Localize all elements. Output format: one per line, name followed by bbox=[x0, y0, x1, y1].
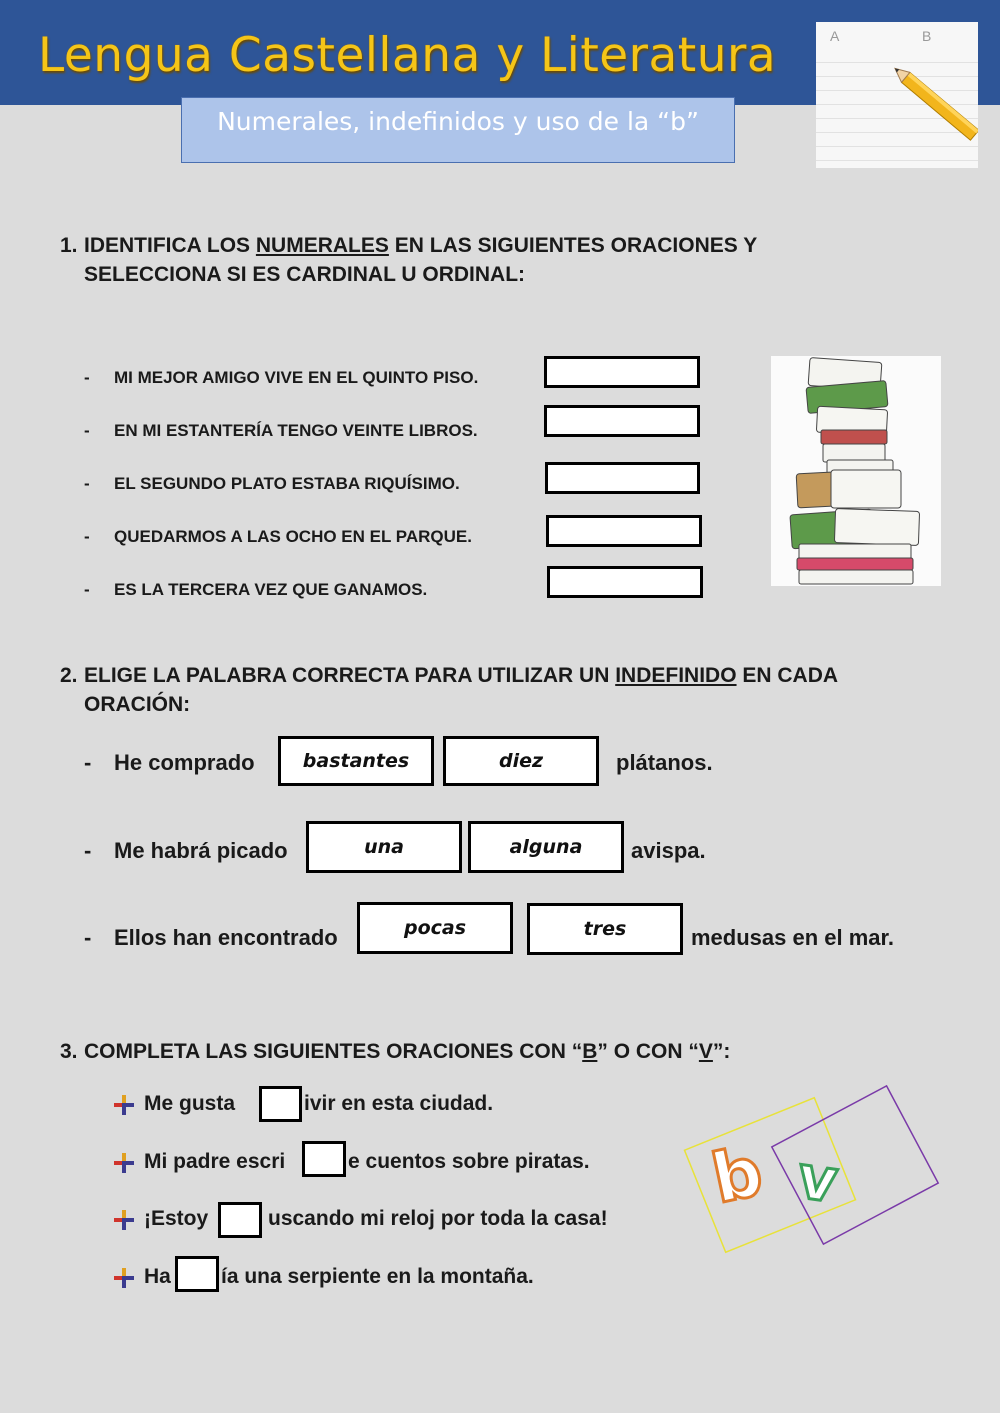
indefinite-sentence-1-after: plátanos. bbox=[616, 750, 713, 775]
indefinite-sentence-2-after: avispa. bbox=[631, 838, 706, 863]
dash: - bbox=[84, 750, 92, 775]
indefinite-sentence-3-before: Ellos han encontrado bbox=[114, 925, 338, 950]
indefinite-sentence-3-after: medusas en el mar. bbox=[691, 925, 894, 950]
section2-heading-part2: EN CADA bbox=[736, 664, 839, 687]
section2-number: 2. bbox=[60, 664, 78, 687]
bv-sentence-4-after: ía una serpiente en la montaña. bbox=[221, 1265, 534, 1288]
section1-heading-underlined: NUMERALES bbox=[255, 234, 389, 257]
section3-heading-mid: ” O CON “ bbox=[597, 1040, 699, 1063]
bv-sentence-1-after: ivir en esta ciudad. bbox=[304, 1092, 494, 1115]
arrow-bullet-icon bbox=[113, 1094, 135, 1116]
bv-sentence-1-before: Me gusta bbox=[144, 1092, 236, 1115]
numeral-answer-box-3[interactable] bbox=[545, 462, 700, 494]
section3-heading bbox=[84, 1037, 730, 1066]
numeral-sentence-3: EL SEGUNDO PLATO ESTABA RIQUÍSIMO. bbox=[114, 474, 460, 493]
numeral-sentence-1: MI MEJOR AMIGO VIVE EN EL QUINTO PISO. bbox=[114, 368, 479, 387]
section1-heading-part2: EN LAS SIGUIENTES ORACIONES Y bbox=[388, 234, 758, 257]
bv-answer-box-2[interactable] bbox=[302, 1141, 346, 1177]
bv-answer-box-4[interactable] bbox=[175, 1256, 219, 1292]
paper-label-a: A bbox=[830, 28, 840, 44]
arrow-bullet-icon bbox=[113, 1267, 135, 1289]
section3-number: 3. bbox=[60, 1040, 78, 1063]
logo-letter-b: b bbox=[705, 1132, 770, 1220]
section1-heading-line2: SELECCIONA SI ES CARDINAL U ORDINAL: bbox=[84, 263, 526, 286]
logo-letter-v: v bbox=[793, 1142, 842, 1218]
bv-sentence-3-after: uscando mi reloj por toda la casa! bbox=[268, 1207, 608, 1230]
bv-sentence-3-before: ¡Estoy bbox=[144, 1207, 209, 1230]
page-title: Lengua Castellana y Literatura bbox=[38, 28, 777, 83]
dash: - bbox=[84, 838, 92, 863]
page-subtitle: Numerales, indefinidos y uso de la “b” bbox=[217, 107, 699, 136]
option-bastantes-button[interactable]: bastantes bbox=[278, 736, 434, 786]
numeral-sentence-4: QUEDARMOS A LAS OCHO EN EL PARQUE. bbox=[114, 527, 472, 546]
bv-sentence-2-before: Mi padre escri bbox=[144, 1150, 286, 1173]
option-pocas-button[interactable]: pocas bbox=[357, 902, 513, 954]
pencil-icon bbox=[816, 22, 978, 168]
indefinite-sentence-2-before: Me habrá picado bbox=[114, 838, 288, 863]
section1-heading bbox=[84, 231, 757, 289]
numeral-answer-box-5[interactable] bbox=[547, 566, 703, 598]
option-alguna-button[interactable]: alguna bbox=[468, 821, 624, 873]
dash: - bbox=[84, 925, 92, 950]
section3-letter-v: V bbox=[698, 1040, 713, 1063]
section1-heading-part1: IDENTIFICA LOS bbox=[84, 234, 256, 257]
numeral-sentence-2: EN MI ESTANTERÍA TENGO VEINTE LIBROS. bbox=[114, 421, 478, 440]
dash: - bbox=[84, 527, 90, 546]
bv-sentence-2-after: e cuentos sobre piratas. bbox=[348, 1150, 590, 1173]
numeral-answer-box-4[interactable] bbox=[546, 515, 702, 547]
numeral-answer-box-2[interactable] bbox=[544, 405, 700, 437]
numeral-answer-box-1[interactable] bbox=[544, 356, 700, 388]
section2-heading-underlined: INDEFINIDO bbox=[615, 664, 737, 687]
dash: - bbox=[84, 421, 90, 440]
paper-pencil-image bbox=[816, 22, 978, 168]
dash: - bbox=[84, 474, 90, 493]
section2-heading-line2: ORACIÓN: bbox=[84, 693, 191, 716]
section2-heading bbox=[84, 661, 838, 719]
dash: - bbox=[84, 368, 90, 387]
paper-label-b: B bbox=[922, 28, 932, 44]
books-stack-icon bbox=[771, 356, 941, 586]
option-diez-button[interactable]: diez bbox=[443, 736, 599, 786]
numeral-sentence-5: ES LA TERCERA VEZ QUE GANAMOS. bbox=[114, 580, 428, 599]
option-una-button[interactable]: una bbox=[306, 821, 462, 873]
section1-number: 1. bbox=[60, 234, 78, 257]
section3-heading-part1: COMPLETA LAS SIGUIENTES ORACIONES CON “ bbox=[84, 1040, 583, 1063]
bv-sentence-4-before: Ha bbox=[144, 1265, 171, 1288]
dash: - bbox=[84, 580, 90, 599]
indefinite-sentence-1-before: He comprado bbox=[114, 750, 255, 775]
section2-heading-part1: ELIGE LA PALABRA CORRECTA PARA UTILIZAR UN bbox=[84, 664, 616, 687]
option-tres-button[interactable]: tres bbox=[527, 903, 683, 955]
bv-answer-box-1[interactable] bbox=[259, 1086, 302, 1122]
arrow-bullet-icon bbox=[113, 1152, 135, 1174]
bv-logo-image bbox=[680, 1080, 950, 1260]
section3-letter-b: B bbox=[582, 1040, 598, 1063]
arrow-bullet-icon bbox=[113, 1209, 135, 1231]
section3-heading-end: ”: bbox=[712, 1040, 731, 1063]
bv-answer-box-3[interactable] bbox=[218, 1202, 262, 1238]
